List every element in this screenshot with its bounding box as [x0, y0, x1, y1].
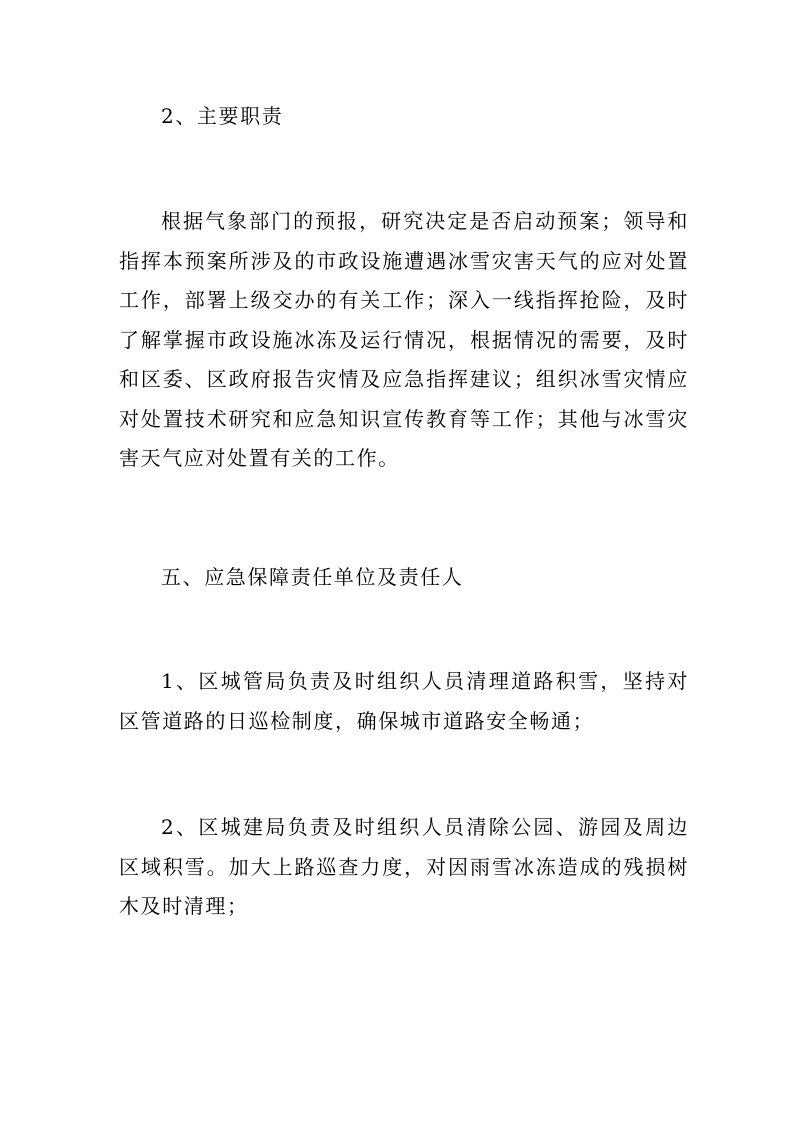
- paragraph-urban-construction: 2、区城建局负责及时组织人员清除公园、游园及周边区域积雪。加大上路巡查力度，对因雨雪冰冻造成的残损树木及时清理；: [119, 815, 689, 918]
- paragraph-urban-management: 1、区城管局负责及时组织人员清理道路积雪，坚持对区管道路的日巡检制度，确保城市道路安全畅通；: [119, 669, 689, 733]
- section-heading-main-duties: 2、主要职责: [161, 104, 284, 128]
- section-heading-responsible-units: 五、应急保障责任单位及责任人: [161, 565, 464, 589]
- paragraph-duties-description: 根据气象部门的预报，研究决定是否启动预案；领导和指挥本预案所涉及的市政设施遭遇冰雪灾害天气的应对处置工作，部署上级交办的有关工作；深入一线指挥抢险，及时了解掌握市政设施冰冻及运行情况，根据情况的需要，及时和区委、区政府报告灾情及应急指挥建议；组织冰雪灾情应对处置技术研究和应急知识宣传教育等工作；其他与冰雪灾害天气应对处置有关的工作。: [119, 209, 689, 470]
